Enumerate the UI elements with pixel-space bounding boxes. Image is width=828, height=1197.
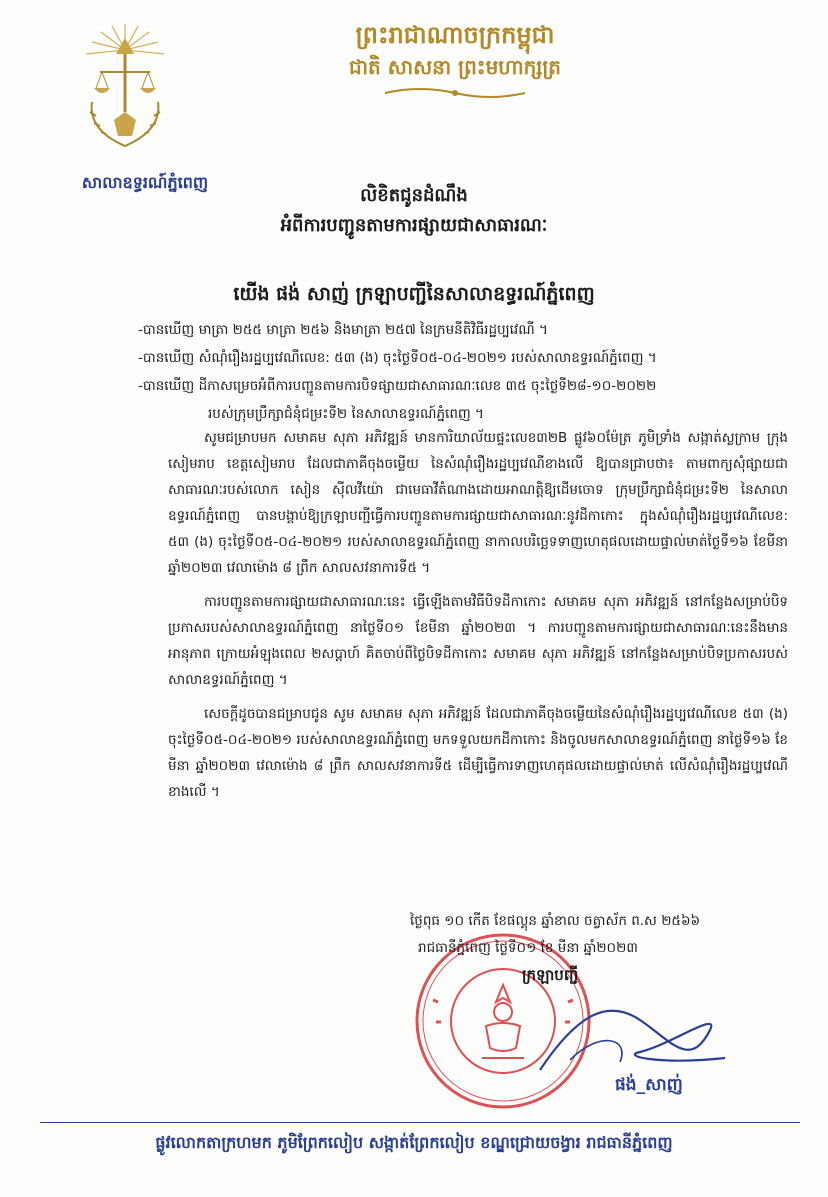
date-block (410, 908, 790, 989)
issuer-statement: យើង ផង់ សាញ់ ក្រឡាបញ្ជីនៃសាលាឧទ្ធរណ៍ភ្នំពេញ (233, 283, 595, 305)
document-body (168, 425, 788, 813)
footer-address: ផ្លូវលោកតាក្រហមក ភូមិព្រែកលៀប សង្កាត់ព្រែកលៀប ខណ្ឌជ្រោយចង្វារ រាជធានីភ្នំពេញ (155, 1133, 673, 1152)
body-paragraph: សូមជម្រាបមក សមាគម សុភា អភិវឌ្ឍន៍ មានការិយាល័យផ្ទះលេខ៣២B ផ្លូវ៦០ម៉ែត្រ ភូមិទ្រាំង សង្កាត់ស្លក្រាម ក្រុងសៀមរាប ខេត្តសៀមរាប ដែលជាភាគីចុងចម្លើយ នៃសំណុំរឿងរដ្ឋប្បវេណីខាងលើ ឱ្យបានជ្រាបថា៖ តាមពាក្យសុំផ្សាយជាសាធារណៈរបស់លោក សៀន ស៊ីលវីយ៉ោ ជាមេធាវីតំណាងដោយអាណត្តិឱ្យដើមចោទ ក្រុមប្រឹក្សាជំនុំជម្រះទី២ នៃសាលាឧទ្ធរណ៍ភ្នំពេញ បានបង្គាប់ឱ្យក្រឡាបញ្ជីធ្វើការបញ្ជូនតាមការផ្សាយជាសាធារណៈនូវដីកាកោះ ក្នុងសំណុំរឿងរដ្ឋប្បវេណីលេខ: ៥៣ (ង) ចុះថ្ងៃទី០៥-០៤-២០២១ របស់សាលាឧទ្ធរណ៍ភ្នំពេញ នាកាលបរិច្ឆេទទាញហេតុផលដោយផ្ទាល់មាត់ថ្ងៃទី១៦ ខែមីនា ឆ្នាំ២០២៣ វេលាម៉ោង ៨ ព្រឹក សាលសវនាការទី៥ ។ (168, 430, 788, 576)
footer-divider (40, 1122, 800, 1123)
document-title: លិខិតជូនដំណឹង (360, 185, 468, 206)
lunar-date: ថ្ងៃពុធ ១០ កើត ខែផល្គុន ឆ្នាំខាល ចត្វាស័ក ព.ស ២៥៦៦ (410, 913, 701, 929)
reference-continuation: របស់ក្រុមប្រឹក្សាជំនុំជម្រះទី២ នៃសាលាឧទ្ធរណ៍ភ្នំពេញ ។ (208, 406, 484, 422)
ornament-divider-icon (380, 84, 530, 102)
national-motto: ជាតិ សាសនា ព្រះមហាក្សត្រ (349, 55, 561, 79)
court-name: សាលាឧទ្ធរណ៍ភ្នំពេញ (81, 173, 209, 192)
references-list (138, 316, 788, 428)
reference-item: -បានឃើញ មាត្រា ២៥៥ មាត្រា ២៥៦ និងមាត្រា ២៥៧ នៃក្រមនីតិវិធីរដ្ឋប្បវេណី ។ (138, 322, 548, 338)
body-paragraph: សេចក្តីដូចបានជម្រាបជូន សូម សមាគម សុភា អភិវឌ្ឍន៍ ដែលជាភាគីចុងចម្លើយនៃសំណុំរឿងរដ្ឋប្បវេណីលេខ ៥៣ (ង) ចុះថ្ងៃទី០៥-០៤-២០២១ របស់សាលាឧទ្ធរណ៍ភ្នំពេញ មកទទួលយកដីកាកោះ និងចូលមកសាលាឧទ្ធរណ៍ភ្នំពេញ នាថ្ងៃទី១៦ ខែមីនា ឆ្នាំ២០២៣ វេលាម៉ោង ៨ ព្រឹក សាលសវនាការទី៥ ដើម្បីធ្វើការទាញហេតុផលដោយផ្ទាល់មាត់ លើសំណុំរឿងរដ្ឋប្បវេណីខាងលើ ។ (168, 706, 788, 800)
body-paragraph: ការបញ្ជូនតាមការផ្សាយជាសាធារណៈនេះ ធ្វើឡើងតាមវិធីបិទដីកាកោះ សមាគម សុភា អភិវឌ្ឍន៍ នៅកន្លែងសម្រាប់បិទប្រកាសរបស់សាលាឧទ្ធរណ៍ភ្នំពេញ នាថ្ងៃទី០១ ខែមីនា ឆ្នាំ២០២៣ ។ ការបញ្ជូនតាមការផ្សាយជាសាធារណៈនេះនឹងមានអានុភាព ក្រោយអំឡុងពេល ២សប្តាហ៍ គិតចាប់ពីថ្ងៃបិទដីកាកោះ សមាគម សុភា អភិវឌ្ឍន៍ នៅកន្លែងសម្រាប់បិទប្រកាសរបស់សាលាឧទ្ធរណ៍ភ្នំពេញ ។ (168, 594, 788, 688)
signer-role: ក្រឡាបញ្ជី (522, 966, 579, 984)
signer-name: ផង់_សាញ់ (615, 1075, 683, 1095)
document-subtitle: អំពីការបញ្ជូនតាមការផ្សាយជាសាធារណៈ (280, 215, 548, 236)
kingdom-header (290, 18, 620, 102)
reference-item: -បានឃើញ សំណុំរឿងរដ្ឋប្បវេណីលេខ: ៥៣ (ង) ចុះថ្ងៃទី០៥-០៤-២០២១ របស់សាលាឧទ្ធរណ៍ភ្នំពេញ ។ (138, 350, 657, 366)
reference-item: -បានឃើញ ដីកាសម្រេចអំពីការបញ្ជូនតាមការបិទផ្សាយជាសាធារណៈលេខ ៣៥ ចុះថ្ងៃទី២៨-១០-២០២២ (138, 378, 657, 394)
place-date: រាជធានីភ្នំពេញ ថ្ងៃទី០១ ខែ មីនា ឆ្នាំ២០២៣ (418, 940, 638, 956)
kingdom-title: ព្រះរាជាណាចក្រកម្ពុជា (355, 20, 555, 49)
court-emblem-icon (80, 22, 170, 157)
